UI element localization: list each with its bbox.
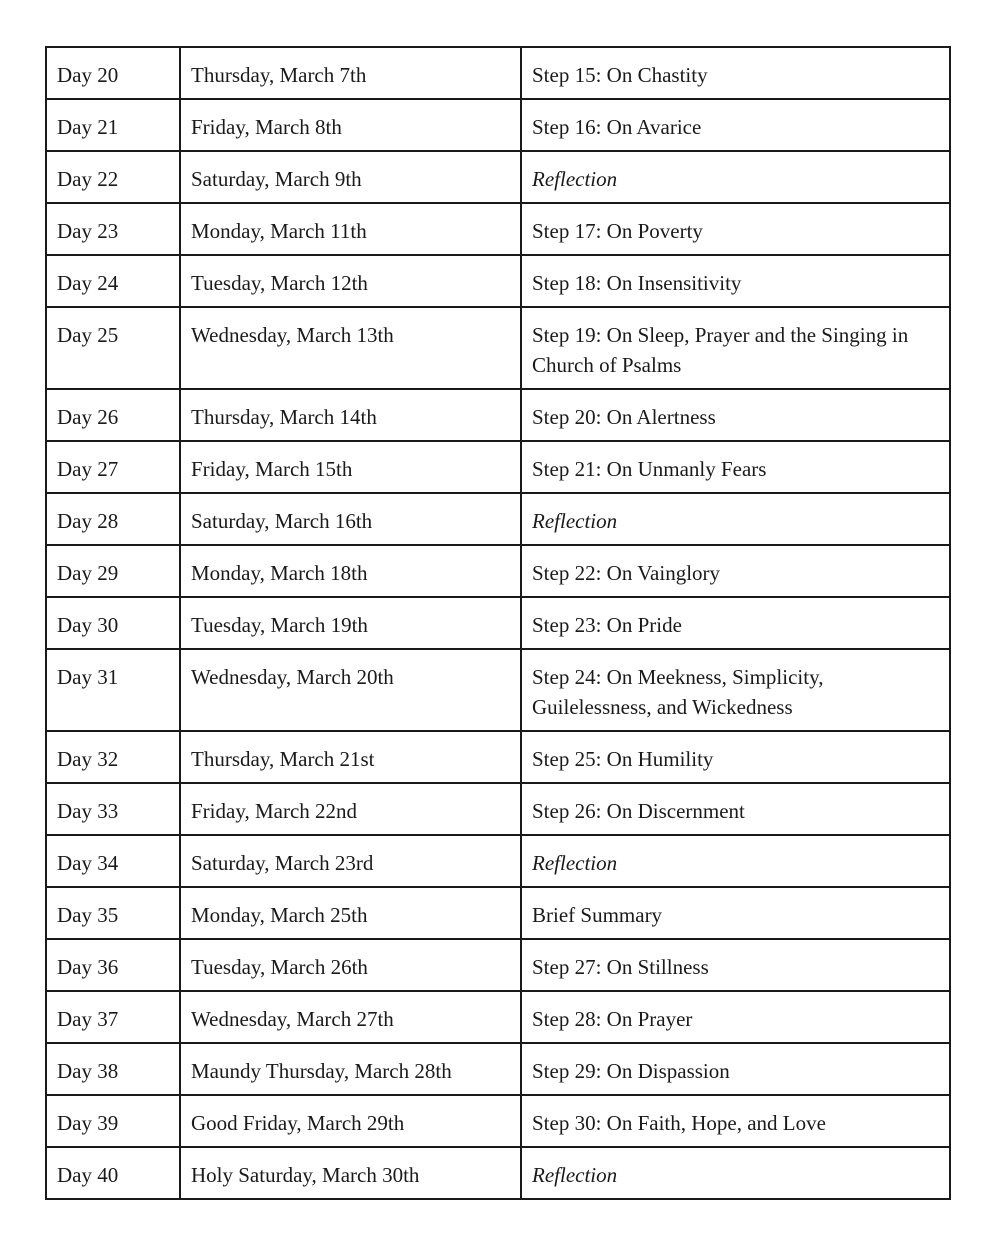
table-row xyxy=(46,1147,950,1199)
reading-cell: Step 17: On Poverty xyxy=(521,203,950,255)
date-cell: Wednesday, March 20th xyxy=(180,649,521,731)
day-cell: Day 34 xyxy=(46,835,180,887)
day-cell: Day 28 xyxy=(46,493,180,545)
date-cell: Thursday, March 14th xyxy=(180,389,521,441)
day-cell: Day 32 xyxy=(46,731,180,783)
date-cell: Holy Saturday, March 30th xyxy=(180,1147,521,1199)
table-row xyxy=(46,1095,950,1147)
table-row xyxy=(46,203,950,255)
reading-cell: Step 24: On Meekness, Simplicity, Guilelessness, and Wickedness xyxy=(521,649,950,731)
date-cell: Good Friday, March 29th xyxy=(180,1095,521,1147)
reading-cell: Step 20: On Alertness xyxy=(521,389,950,441)
reading-cell: Reflection xyxy=(521,1147,950,1199)
day-cell: Day 31 xyxy=(46,649,180,731)
reading-cell: Step 28: On Prayer xyxy=(521,991,950,1043)
table-row xyxy=(46,887,950,939)
table-row xyxy=(46,649,950,731)
date-cell: Saturday, March 9th xyxy=(180,151,521,203)
date-cell: Maundy Thursday, March 28th xyxy=(180,1043,521,1095)
reading-schedule-table xyxy=(45,46,951,1200)
day-cell: Day 37 xyxy=(46,991,180,1043)
table-row xyxy=(46,47,950,99)
day-cell: Day 35 xyxy=(46,887,180,939)
day-cell: Day 26 xyxy=(46,389,180,441)
reading-cell: Reflection xyxy=(521,151,950,203)
date-cell: Friday, March 8th xyxy=(180,99,521,151)
reading-cell: Reflection xyxy=(521,493,950,545)
reading-cell: Step 25: On Humility xyxy=(521,731,950,783)
schedule-body xyxy=(46,47,950,1199)
date-cell: Monday, March 25th xyxy=(180,887,521,939)
date-cell: Thursday, March 7th xyxy=(180,47,521,99)
table-row xyxy=(46,99,950,151)
reading-cell: Step 19: On Sleep, Prayer and the Singing in Church of Psalms xyxy=(521,307,950,389)
date-cell: Wednesday, March 13th xyxy=(180,307,521,389)
reading-cell: Step 15: On Chastity xyxy=(521,47,950,99)
reading-cell: Reflection xyxy=(521,835,950,887)
day-cell: Day 25 xyxy=(46,307,180,389)
table-row xyxy=(46,255,950,307)
table-row xyxy=(46,597,950,649)
reading-cell: Step 29: On Dispassion xyxy=(521,1043,950,1095)
day-cell: Day 38 xyxy=(46,1043,180,1095)
reading-cell: Step 18: On Insensitivity xyxy=(521,255,950,307)
table-row xyxy=(46,939,950,991)
table-row xyxy=(46,731,950,783)
reading-cell: Step 21: On Unmanly Fears xyxy=(521,441,950,493)
date-cell: Tuesday, March 12th xyxy=(180,255,521,307)
table-row xyxy=(46,389,950,441)
date-cell: Saturday, March 16th xyxy=(180,493,521,545)
table-row xyxy=(46,783,950,835)
table-row xyxy=(46,307,950,389)
date-cell: Saturday, March 23rd xyxy=(180,835,521,887)
table-row xyxy=(46,835,950,887)
date-cell: Thursday, March 21st xyxy=(180,731,521,783)
day-cell: Day 22 xyxy=(46,151,180,203)
date-cell: Monday, March 11th xyxy=(180,203,521,255)
day-cell: Day 27 xyxy=(46,441,180,493)
reading-cell: Step 27: On Stillness xyxy=(521,939,950,991)
table-row xyxy=(46,151,950,203)
date-cell: Friday, March 22nd xyxy=(180,783,521,835)
reading-cell: Step 22: On Vainglory xyxy=(521,545,950,597)
date-cell: Friday, March 15th xyxy=(180,441,521,493)
date-cell: Tuesday, March 26th xyxy=(180,939,521,991)
date-cell: Monday, March 18th xyxy=(180,545,521,597)
table-row xyxy=(46,493,950,545)
day-cell: Day 21 xyxy=(46,99,180,151)
reading-cell: Step 30: On Faith, Hope, and Love xyxy=(521,1095,950,1147)
day-cell: Day 23 xyxy=(46,203,180,255)
table-row xyxy=(46,545,950,597)
reading-cell: Step 26: On Discernment xyxy=(521,783,950,835)
date-cell: Tuesday, March 19th xyxy=(180,597,521,649)
day-cell: Day 30 xyxy=(46,597,180,649)
day-cell: Day 40 xyxy=(46,1147,180,1199)
table-row xyxy=(46,991,950,1043)
table-row xyxy=(46,441,950,493)
day-cell: Day 24 xyxy=(46,255,180,307)
day-cell: Day 36 xyxy=(46,939,180,991)
day-cell: Day 33 xyxy=(46,783,180,835)
day-cell: Day 20 xyxy=(46,47,180,99)
date-cell: Wednesday, March 27th xyxy=(180,991,521,1043)
reading-cell: Step 23: On Pride xyxy=(521,597,950,649)
day-cell: Day 29 xyxy=(46,545,180,597)
reading-cell: Brief Summary xyxy=(521,887,950,939)
reading-cell: Step 16: On Avarice xyxy=(521,99,950,151)
table-row xyxy=(46,1043,950,1095)
day-cell: Day 39 xyxy=(46,1095,180,1147)
